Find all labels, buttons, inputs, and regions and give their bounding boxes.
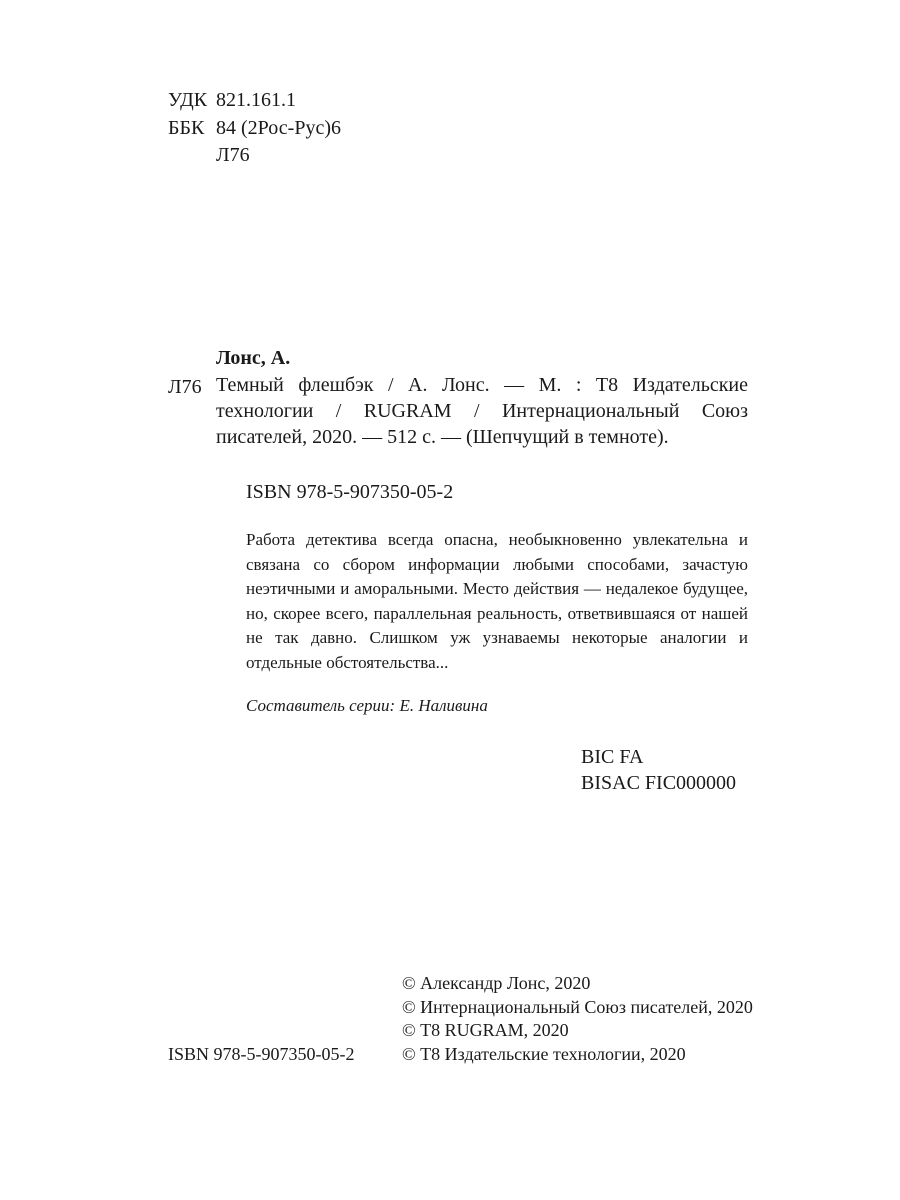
series-compiler: Составитель серии: Е. Наливина xyxy=(246,696,488,715)
bbk-label: ББК xyxy=(168,117,205,139)
udk-value: 821.161.1 xyxy=(216,89,296,111)
bisac-code: BISAC FIC000000 xyxy=(581,772,737,794)
copyright-line: © Александр Лонс, 2020 xyxy=(402,973,591,993)
udk-label: УДК xyxy=(168,89,208,111)
entry-isbn: ISBN 978-5-907350-05-2 xyxy=(246,481,454,503)
copyright-line: © Т8 Издательские технологии, 2020 xyxy=(402,1043,686,1064)
copyright-line: © Интернациональный Союз писателей, 2020 xyxy=(402,996,753,1017)
subject-codes xyxy=(581,744,736,796)
bbk-value: 84 (2Рос-Рус)6 xyxy=(216,117,341,139)
entry-author: Лонс, А. xyxy=(216,347,291,369)
copyright-block xyxy=(402,972,753,1066)
author-code-top: Л76 xyxy=(216,144,250,166)
book-annotation: Работа детектива всегда опасна, необыкновенно увлекательна и связана со сбором информации любыми способами, зачастую неэтичными и аморальными. Место действия — недалекое будущее, но, скорее всего, параллельная реальность, ответвившаяся от нашей не так давно. Слишком уж узнаваемы некоторые аналогии и отдельные обстоятельства... xyxy=(246,530,748,672)
entry-description: Темный флешбэк / А. Лонс. — М. : Т8 Издательские технологии / RUGRAM / Интернациональный Союз писателей, 2020. — 512 с. — (Шепчущий в темноте). xyxy=(216,374,748,448)
copyright-line: © Т8 RUGRAM, 2020 xyxy=(402,1020,569,1040)
entry-code: Л76 xyxy=(168,376,202,398)
bic-code: BIC FA xyxy=(581,746,644,768)
footer-isbn: ISBN 978-5-907350-05-2 xyxy=(168,1044,355,1064)
